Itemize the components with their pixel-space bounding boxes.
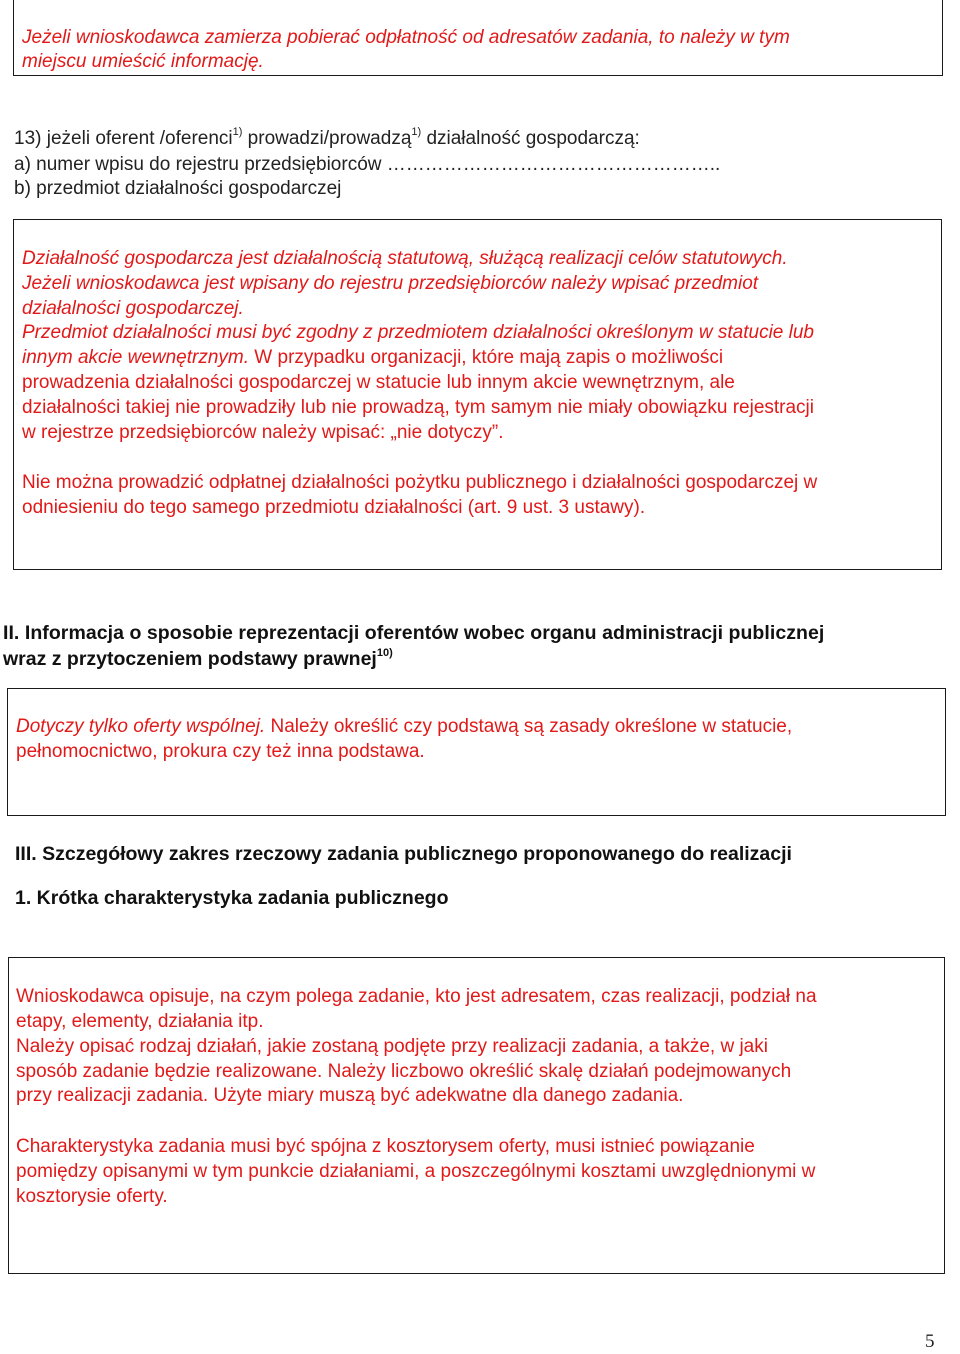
section3-box-line-5: przy realizacji zadania. Użyte miary muszą być adekwatne dla danego zadania. [16, 1085, 684, 1106]
section3-box-para2-line-1: Charakterystyka zadania musi być spójna z kosztorysem oferty, musi istnieć powiązanie [16, 1136, 755, 1157]
section3-box-line-1: Wnioskodawca opisuje, na czym polega zadanie, kto jest adresatem, czas realizacji, podział na [16, 986, 817, 1007]
top-note-line-1: Jeżeli wnioskodawca zamierza pobierać odpłatność od adresatów zadania, to należy w tym [22, 27, 790, 48]
section3-subheading: 1. Krótka charakterystyka zadania publicznego [15, 887, 449, 909]
box1-line-7: działalności takiej nie prowadziły lub nie prowadzą, tym samym nie miały obowiązku rejestracji [22, 397, 814, 418]
box1-para2-line-1: Nie można prowadzić odpłatnej działalności pożytku publicznego i działalności gospodarczej w [22, 472, 818, 493]
section2-box-line-1: Dotyczy tylko oferty wspólnej. Należy określić czy podstawą są zasady określone w statucie, [16, 716, 793, 737]
section2-heading-line-2: wraz z przytoczeniem podstawy prawnej$^{10)}$ [3, 646, 393, 670]
box1-para2-line-2: odniesieniu do tego samego przedmiotu działalności (art. 9 ust. 3 ustawy). [22, 497, 646, 518]
item13-line-3: b) przedmiot działalności gospodarczej [14, 178, 342, 199]
section3-box-para2-line-3: kosztorysie oferty. [16, 1186, 168, 1207]
box1-line-6: prowadzenia działalności gospodarczej w statucie lub innym akcie wewnętrznym, ale [22, 372, 735, 393]
section2-heading-line-1: II. Informacja o sposobie reprezentacji oferentów wobec organu administracji publicznej [3, 622, 825, 644]
section3-box-para2-line-2: pomiędzy opisanymi w tym punkcie działaniami, a poszczególnymi kosztami uwzględnionymi w [16, 1161, 816, 1182]
section3-box-line-4: sposób zadanie będzie realizowane. Należy liczbowo określić skalę działań podejmowanych [16, 1061, 792, 1082]
top-note-line-2: miejscu umieścić informację. [22, 51, 264, 72]
item13-line-2: a) numer wpisu do rejestru przedsiębiorców …………………………………………….. [14, 154, 721, 175]
box1-line-2: Jeżeli wnioskodawca jest wpisany do rejestru przedsiębiorców należy wpisać przedmiot [22, 273, 759, 294]
section3-heading: III. Szczegółowy zakres rzeczowy zadania publicznego proponowanego do realizacji [15, 843, 792, 865]
section3-box-line-3: Należy opisać rodzaj działań, jakie zostaną podjęte przy realizacji zadania, a także, w jaki [16, 1036, 768, 1057]
box1-line-1: Działalność gospodarcza jest działalnością statutową, służącą realizacji celów statutowych. [22, 248, 788, 269]
item13-line-1: 13) jeżeli oferent /oferenci$^{1)}$ prowadzi/prowadzą$^{1)}$ działalność gospodarczą: [14, 125, 640, 149]
page-number: 5 [925, 1331, 935, 1352]
box1-line-5: innym akcie wewnętrznym. W przypadku organizacji, które mają zapis o możliwości [22, 347, 724, 368]
box1-line-8: w rejestrze przedsiębiorców należy wpisać: „nie dotyczy”. [22, 422, 504, 443]
box1-line-3: działalności gospodarczej. [22, 298, 244, 319]
box1-line-4: Przedmiot działalności musi być zgodny z przedmiotem działalności określonym w statucie lub [22, 322, 814, 343]
section3-box-line-2: etapy, elementy, działania itp. [16, 1011, 264, 1032]
section2-box-line-2: pełnomocnictwo, prokura czy też inna podstawa. [16, 741, 425, 762]
